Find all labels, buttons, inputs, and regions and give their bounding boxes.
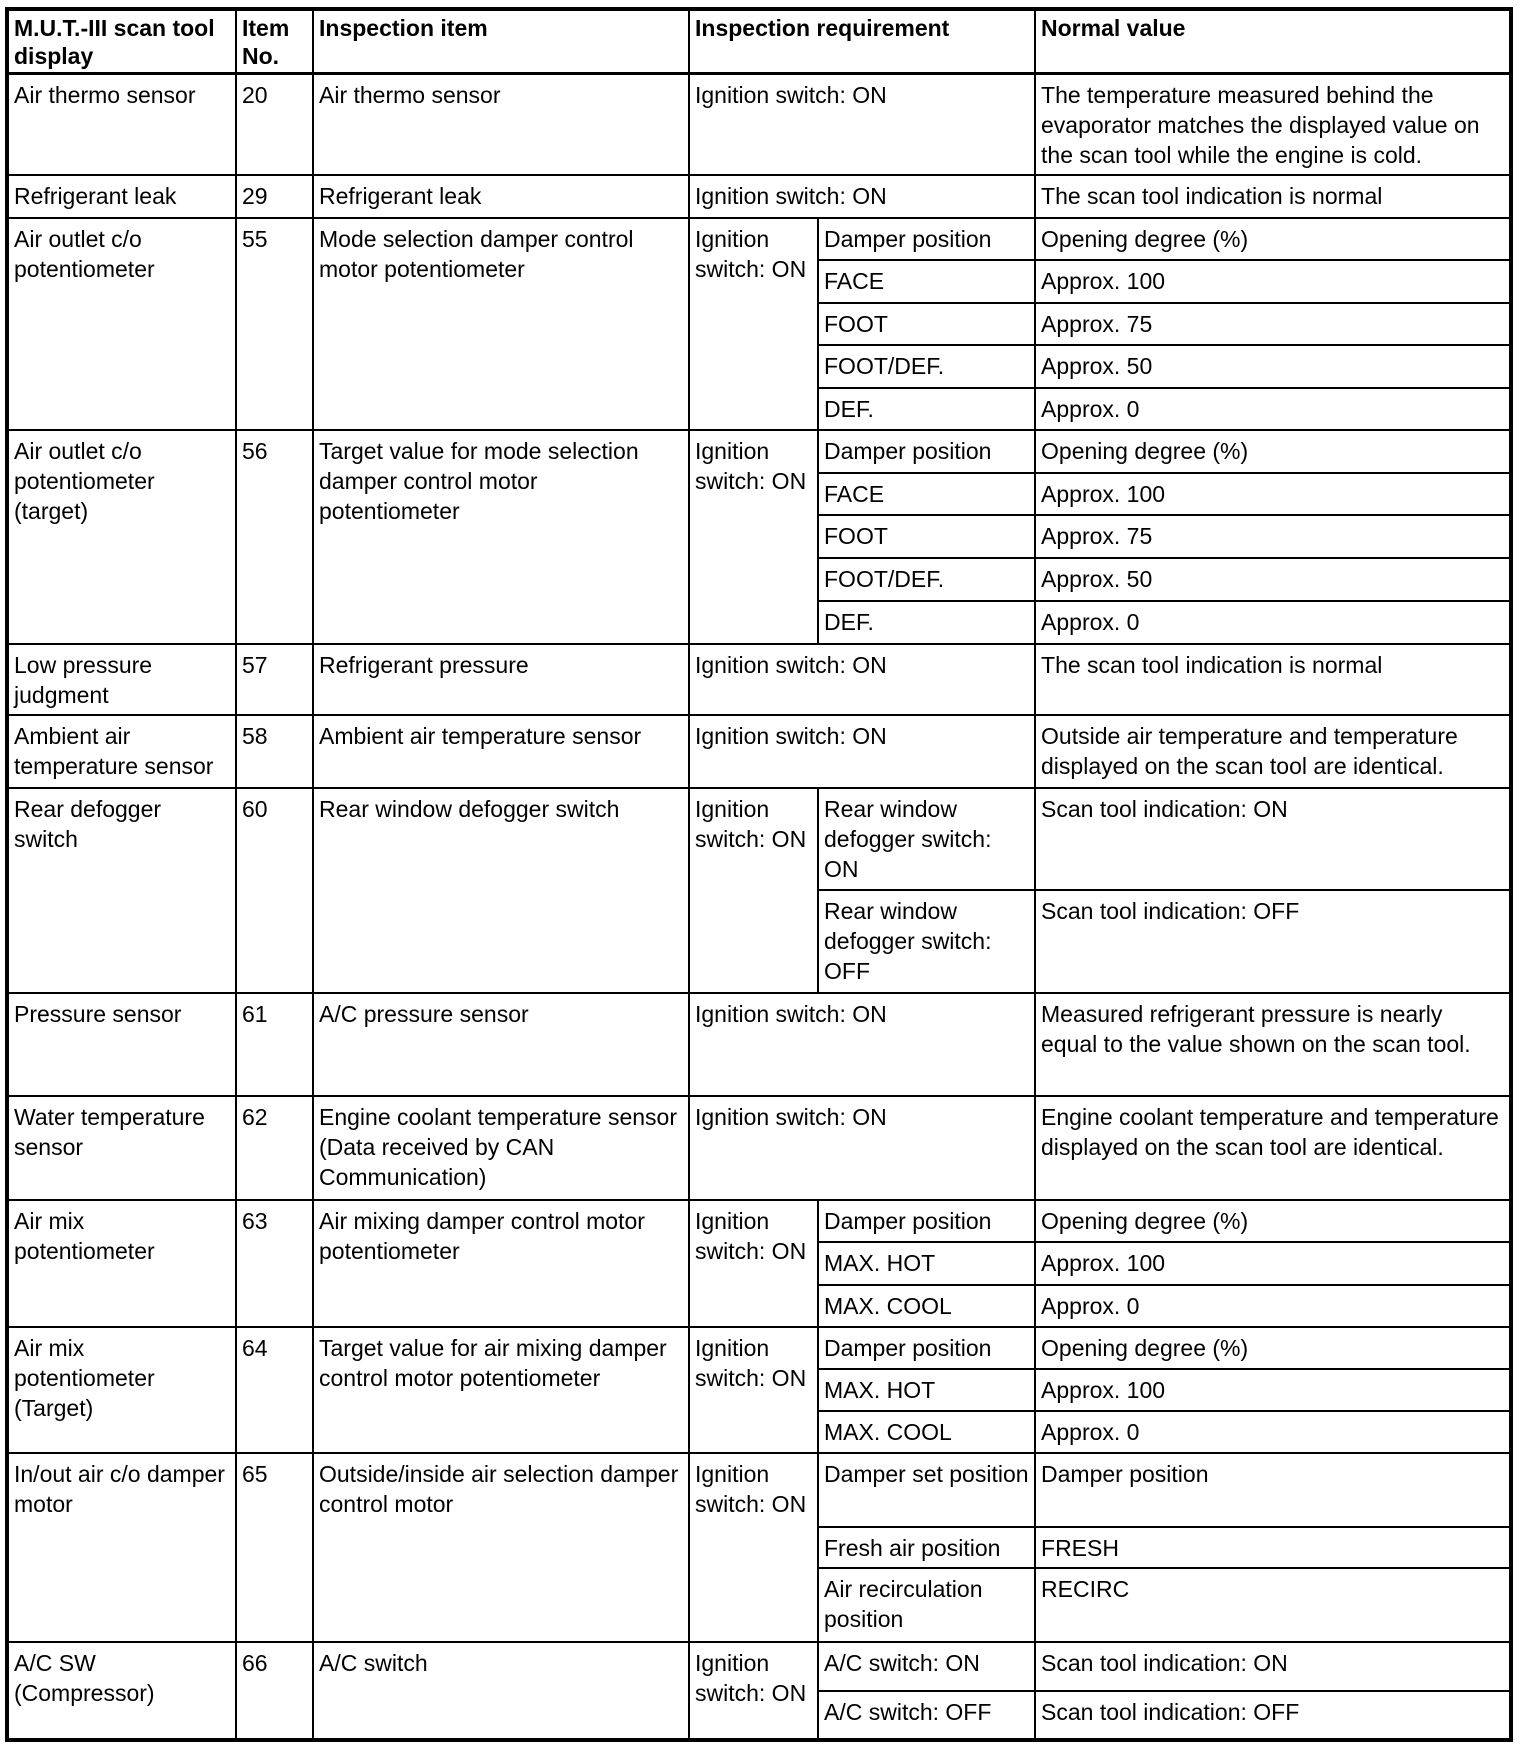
normal-value-cell: Opening degree (%) [1035,218,1511,260]
normal-value-cell: Scan tool indication: OFF [1035,890,1511,993]
table-row [7,1096,1511,1200]
condition-cell: Air recirculation position [818,1568,1035,1642]
condition-cell: Damper position [818,1200,1035,1242]
normal-value-cell: The temperature measured behind the evaporator matches the displayed value on the scan tool while the engine is cold. [1035,73,1511,175]
scan-tool-display-cell: Rear defogger switch [7,788,236,993]
condition-cell: Damper position [818,218,1035,260]
condition-cell: FACE [818,260,1035,303]
normal-value-cell: Scan tool indication: ON [1035,1642,1511,1691]
scan-tool-display-cell: Refrigerant leak [7,175,236,218]
scan-tool-display-cell: Air mix potentiometer [7,1200,236,1327]
normal-value-cell: Opening degree (%) [1035,430,1511,473]
header-scan-tool-display: M.U.T.-III scan tool display [7,9,236,73]
condition-cell: MAX. HOT [818,1369,1035,1411]
item-no-cell: 55 [236,218,313,430]
condition-cell: DEF. [818,388,1035,430]
table-row [7,715,1511,788]
normal-value-cell: Approx. 0 [1035,1285,1511,1327]
normal-value-cell: Damper position [1035,1453,1511,1527]
inspection-item-cell: Target value for mode selection damper control motor potentiometer [313,430,689,644]
normal-value-cell: Scan tool indication: OFF [1035,1691,1511,1740]
normal-value-cell: Approx. 100 [1035,1242,1511,1285]
table-row [7,993,1511,1096]
inspection-requirement-cell: Ignition switch: ON [689,73,1035,175]
inspection-requirement-cell: Ignition switch: ON [689,993,1035,1096]
inspection-requirement-cell: Ignition switch: ON [689,788,818,993]
item-no-cell: 61 [236,993,313,1096]
inspection-item-cell: Ambient air temperature sensor [313,715,689,788]
normal-value-cell: Outside air temperature and temperature displayed on the scan tool are identical. [1035,715,1511,788]
normal-value-cell: Approx. 0 [1035,388,1511,430]
scan-tool-display-cell: In/out air c/o damper motor [7,1453,236,1642]
scan-tool-display-cell: Low pressure judgment [7,644,236,715]
condition-cell: Damper position [818,1327,1035,1369]
normal-value-cell: Approx. 100 [1035,260,1511,303]
header-inspection-requirement: Inspection requirement [689,9,1035,73]
table-row [7,644,1511,715]
normal-value-cell: Approx. 75 [1035,303,1511,345]
item-no-cell: 62 [236,1096,313,1200]
normal-value-cell: Opening degree (%) [1035,1327,1511,1369]
table-row [7,430,1511,473]
inspection-requirement-cell: Ignition switch: ON [689,715,1035,788]
normal-value-cell: The scan tool indication is normal [1035,175,1511,218]
condition-cell: Damper position [818,430,1035,473]
normal-value-cell: Approx. 0 [1035,601,1511,644]
inspection-item-cell: A/C pressure sensor [313,993,689,1096]
inspection-item-cell: Rear window defogger switch [313,788,689,993]
condition-cell: A/C switch: ON [818,1642,1035,1691]
item-no-cell: 65 [236,1453,313,1642]
item-no-cell: 64 [236,1327,313,1453]
condition-cell: MAX. COOL [818,1411,1035,1453]
item-no-cell: 56 [236,430,313,644]
condition-cell: FACE [818,473,1035,515]
inspection-item-cell: A/C switch [313,1642,689,1740]
normal-value-cell: Approx. 0 [1035,1411,1511,1453]
normal-value-cell: Approx. 75 [1035,515,1511,558]
condition-cell: Rear window defogger switch: ON [818,788,1035,890]
item-no-cell: 66 [236,1642,313,1740]
item-no-cell: 20 [236,73,313,175]
normal-value-cell: RECIRC [1035,1568,1511,1642]
inspection-item-cell: Air mixing damper control motor potentiometer [313,1200,689,1327]
header-item-no: Item No. [236,9,313,73]
condition-cell: MAX. HOT [818,1242,1035,1285]
inspection-item-cell: Refrigerant pressure [313,644,689,715]
inspection-requirement-cell: Ignition switch: ON [689,1200,818,1327]
item-no-cell: 58 [236,715,313,788]
table-row [7,1453,1511,1527]
normal-value-cell: FRESH [1035,1527,1511,1568]
table-row [7,1200,1511,1242]
inspection-requirement-cell: Ignition switch: ON [689,644,1035,715]
inspection-item-cell: Outside/inside air selection damper control motor [313,1453,689,1642]
table-row [7,1642,1511,1691]
condition-cell: Rear window defogger switch: OFF [818,890,1035,993]
scan-tool-display-cell: Air outlet c/o potentiometer [7,218,236,430]
inspection-requirement-cell: Ignition switch: ON [689,218,818,430]
scan-tool-display-cell: Pressure sensor [7,993,236,1096]
normal-value-cell: Opening degree (%) [1035,1200,1511,1242]
table-row [7,175,1511,218]
scan-tool-display-cell: Water temperature sensor [7,1096,236,1200]
table-row [7,73,1511,175]
inspection-requirement-cell: Ignition switch: ON [689,1327,818,1453]
normal-value-cell: The scan tool indication is normal [1035,644,1511,715]
scan-tool-display-cell: A/C SW (Compressor) [7,1642,236,1740]
item-no-cell: 57 [236,644,313,715]
inspection-requirement-cell: Ignition switch: ON [689,430,818,644]
header-inspection-item: Inspection item [313,9,689,73]
scan-tool-display-cell: Ambient air temperature sensor [7,715,236,788]
condition-cell: Fresh air position [818,1527,1035,1568]
table-row [7,1327,1511,1369]
inspection-item-cell: Mode selection damper control motor potentiometer [313,218,689,430]
normal-value-cell: Scan tool indication: ON [1035,788,1511,890]
condition-cell: FOOT [818,515,1035,558]
item-no-cell: 63 [236,1200,313,1327]
normal-value-cell: Engine coolant temperature and temperature displayed on the scan tool are identical. [1035,1096,1511,1200]
inspection-item-cell: Target value for air mixing damper control motor potentiometer [313,1327,689,1453]
condition-cell: Damper set position [818,1453,1035,1527]
inspection-requirement-cell: Ignition switch: ON [689,1642,818,1740]
item-no-cell: 29 [236,175,313,218]
condition-cell: DEF. [818,601,1035,644]
item-no-cell: 60 [236,788,313,993]
scan-tool-display-cell: Air outlet c/o potentiometer (target) [7,430,236,644]
inspection-requirement-cell: Ignition switch: ON [689,1453,818,1642]
table-row [7,218,1511,260]
condition-cell: FOOT/DEF. [818,345,1035,388]
condition-cell: FOOT/DEF. [818,558,1035,601]
inspection-item-cell: Air thermo sensor [313,73,689,175]
normal-value-cell: Measured refrigerant pressure is nearly equal to the value shown on the scan tool. [1035,993,1511,1096]
inspection-requirement-cell: Ignition switch: ON [689,175,1035,218]
header-normal-value: Normal value [1035,9,1511,73]
header-row [7,9,1511,73]
normal-value-cell: Approx. 50 [1035,558,1511,601]
table-row [7,788,1511,890]
inspection-requirement-cell: Ignition switch: ON [689,1096,1035,1200]
condition-cell: A/C switch: OFF [818,1691,1035,1740]
scan-tool-display-cell: Air thermo sensor [7,73,236,175]
inspection-item-cell: Engine coolant temperature sensor (Data received by CAN Communication) [313,1096,689,1200]
normal-value-cell: Approx. 100 [1035,473,1511,515]
condition-cell: FOOT [818,303,1035,345]
normal-value-cell: Approx. 100 [1035,1369,1511,1411]
normal-value-cell: Approx. 50 [1035,345,1511,388]
condition-cell: MAX. COOL [818,1285,1035,1327]
scan-tool-data-table [5,7,1513,1742]
inspection-item-cell: Refrigerant leak [313,175,689,218]
scan-tool-display-cell: Air mix potentiometer (Target) [7,1327,236,1453]
